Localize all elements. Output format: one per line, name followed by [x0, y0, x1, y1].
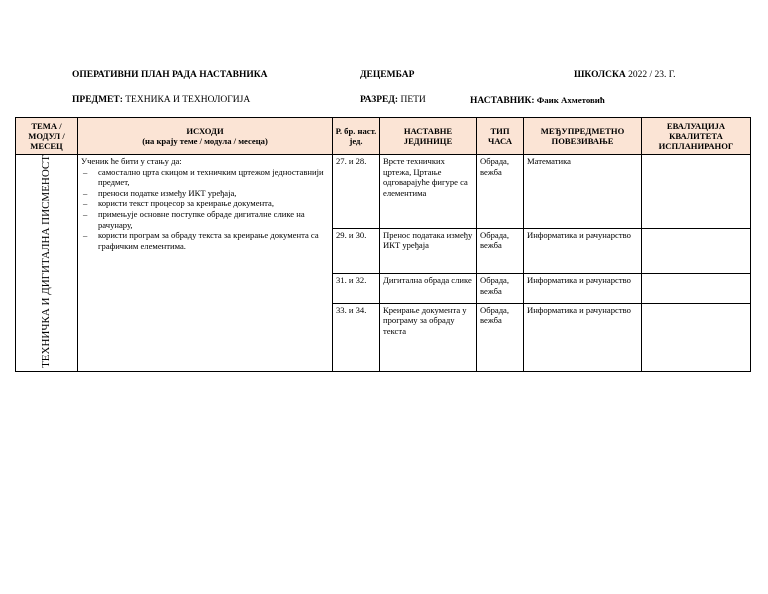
unit-title: Креирање документа у програму за обраду текста: [380, 303, 477, 371]
list-item: – користи програм за обраду текста за креирање документа са графичким елементима.: [98, 230, 329, 251]
col-units: НАСТАВНЕ ЈЕДИНИЦЕ: [380, 118, 477, 155]
lesson-type: Обрада, вежба: [477, 155, 524, 229]
unit-no: 27. и 28.: [333, 155, 380, 229]
unit-title: Дигитална обрада слике: [380, 273, 477, 303]
grade: [360, 95, 426, 105]
evaluation: [642, 303, 751, 371]
lesson-type: Обрада, вежба: [477, 303, 524, 371]
col-correlation: МЕЂУПРЕДМЕТНО ПОВЕЗИВАЊЕ: [524, 118, 642, 155]
subject: [72, 95, 250, 105]
lesson-type: Обрада, вежба: [477, 228, 524, 273]
unit-no: 33. и 34.: [333, 303, 380, 371]
theme-label: ТЕХНИЧКА И ДИГИТАЛНА ПИСМЕНОСТ: [40, 155, 53, 368]
table-header-row: [16, 118, 751, 155]
lesson-type: Обрада, вежба: [477, 273, 524, 303]
correlation: Информатика и рачунарство: [524, 273, 642, 303]
school-year-value: 2022 / 23. Г.: [625, 70, 676, 80]
subject-label: ПРЕДМЕТ:: [72, 95, 123, 105]
correlation: Информатика и рачунарство: [524, 228, 642, 273]
correlation: Информатика и рачунарство: [524, 303, 642, 371]
evaluation: [642, 228, 751, 273]
outcomes-cell: [78, 155, 333, 372]
col-unit-no: Р. бр. наст. јед.: [333, 118, 380, 155]
col-evaluation: ЕВАЛУАЦИЈА КВАЛИТЕТА ИСПЛАНИРАНОГ: [642, 118, 751, 155]
outcomes-list: [81, 167, 329, 252]
col-lesson-type: ТИП ЧАСА: [477, 118, 524, 155]
plan-table: [15, 117, 751, 372]
unit-title: Пренос података између ИКТ уређаја: [380, 228, 477, 273]
evaluation: [642, 155, 751, 229]
school-year: [574, 70, 676, 80]
list-item: – самостално црта скицом и техничким цртежом једноставнији предмет,: [98, 167, 329, 188]
outcomes-intro: Ученик ће бити у стању да:: [81, 156, 182, 166]
list-item: – примењује основне поступке обраде дигиталне слике на рачунару,: [98, 209, 329, 230]
subject-value: ТЕХНИКА И ТЕХНОЛОГИЈА: [122, 95, 251, 105]
unit-no: 29. и 30.: [333, 228, 380, 273]
teacher-value: Фаик Ахметовић: [534, 95, 605, 105]
grade-value: ПЕТИ: [398, 95, 426, 105]
list-item: – користи текст процесор за креирање документа,: [98, 198, 329, 209]
school-year-label: ШКОЛСКА: [574, 70, 626, 80]
theme-cell: [16, 155, 78, 372]
col-outcomes: [78, 118, 333, 155]
teacher-label: НАСТАВНИК:: [470, 96, 535, 106]
plan-title: ОПЕРАТИВНИ ПЛАН РАДА НАСТАВНИКА: [72, 70, 268, 80]
col-outcomes-title: ИСХОДИ: [186, 126, 224, 136]
list-item: – преноси податке између ИКТ уређаја,: [98, 188, 329, 199]
month: ДЕЦЕМБАР: [360, 70, 415, 80]
grade-label: РАЗРЕД:: [360, 95, 399, 105]
teacher: [470, 95, 605, 106]
col-outcomes-sub: (на крају теме / модула / месеца): [142, 136, 268, 146]
table-row: [16, 155, 751, 229]
col-theme: ТЕМА / МОДУЛ / МЕСЕЦ: [16, 118, 78, 155]
unit-no: 31. и 32.: [333, 273, 380, 303]
unit-title: Врсте техничких цртежа, Цртање одговарајуће фигуре са елементима: [380, 155, 477, 229]
evaluation: [642, 273, 751, 303]
correlation: Математика: [524, 155, 642, 229]
